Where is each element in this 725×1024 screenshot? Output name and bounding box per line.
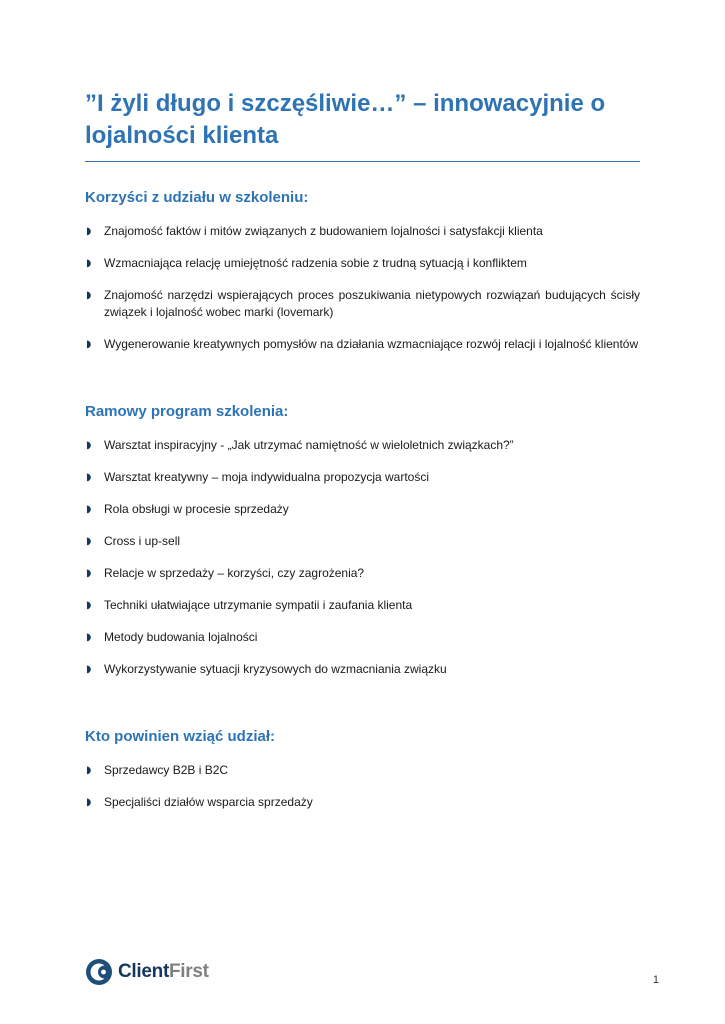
logo-text-first: First [168, 961, 209, 982]
list-item [85, 794, 640, 811]
list-item [85, 287, 640, 321]
clientfirst-logo [85, 958, 209, 986]
list-item [85, 223, 640, 240]
sections [85, 189, 640, 811]
bullet-list [85, 437, 640, 678]
crescent-bullet-icon: ◗ [86, 290, 92, 302]
crescent-bullet-icon: ◗ [86, 536, 92, 548]
list-item [85, 437, 640, 454]
bullet-list [85, 223, 640, 353]
clientfirst-logo-icon [85, 958, 113, 986]
list-item [85, 565, 640, 582]
crescent-bullet-icon: ◗ [86, 600, 92, 612]
crescent-bullet-icon: ◗ [86, 797, 92, 809]
crescent-bullet-icon: ◗ [86, 472, 92, 484]
list-item [85, 661, 640, 678]
crescent-bullet-icon: ◗ [86, 765, 92, 777]
list-item-text: Warsztat kreatywny – moja indywidualna propozycja wartości [104, 470, 430, 485]
list-item-text: Techniki ułatwiające utrzymanie sympatii i zaufania klienta [104, 598, 413, 613]
crescent-bullet-icon: ◗ [86, 339, 92, 351]
page-footer [85, 958, 659, 986]
section-heading: Ramowy program szkolenia: [85, 403, 289, 421]
list-item-text: Warsztat inspiracyjny - „Jak utrzymać namiętność w wieloletnich związkach?” [104, 438, 514, 453]
crescent-bullet-icon: ◗ [86, 226, 92, 238]
crescent-bullet-icon: ◗ [86, 632, 92, 644]
section-heading: Kto powinien wziąć udział: [85, 728, 276, 746]
list-item [85, 597, 640, 614]
list-item-text: Rola obsługi w procesie sprzedaży [104, 502, 289, 517]
list-item-text: Wykorzystywanie sytuacji kryzysowych do wzmacniania związku [104, 662, 447, 677]
section-1 [85, 189, 640, 353]
list-item [85, 469, 640, 486]
list-item-text: Znajomość faktów i mitów związanych z budowaniem lojalności i satysfakcji klienta [104, 224, 543, 239]
list-item [85, 501, 640, 518]
list-item-text: Specjaliści działów wsparcia sprzedaży [104, 795, 313, 810]
bullet-list [85, 762, 640, 811]
crescent-bullet-icon: ◗ [86, 258, 92, 270]
logo-text [118, 961, 209, 983]
list-item [85, 255, 640, 272]
list-item-text: Relacje w sprzedaży – korzyści, czy zagrożenia? [104, 566, 365, 581]
list-item [85, 533, 640, 550]
page-number: 1 [652, 974, 659, 986]
list-item-text: Cross i up-sell [104, 534, 181, 549]
list-item-text: Sprzedawcy B2B i B2C [104, 763, 229, 778]
logo-text-client: Client [118, 961, 169, 982]
list-item-text: Metody budowania lojalności [104, 630, 258, 645]
crescent-bullet-icon: ◗ [86, 504, 92, 516]
crescent-bullet-icon: ◗ [86, 664, 92, 676]
section-2 [85, 403, 640, 678]
list-item [85, 762, 640, 779]
section-3 [85, 728, 640, 811]
section-heading: Korzyści z udziału w szkoleniu: [85, 189, 309, 207]
list-item-text: Znajomość narzędzi wspierających proces poszukiwania nietypowych rozwiązań budujących ścisły związek i lojalność wobec marki (lovemark) [104, 288, 640, 320]
list-item [85, 336, 640, 353]
crescent-bullet-icon: ◗ [86, 440, 92, 452]
list-item-text: Wzmacniająca relację umiejętność radzenia sobie z trudną sytuacją i konfliktem [104, 256, 527, 271]
crescent-bullet-icon: ◗ [86, 568, 92, 580]
list-item [85, 629, 640, 646]
list-item-text: Wygenerowanie kreatywnych pomysłów na działania wzmacniające rozwój relacji i lojalność klientów [104, 337, 639, 352]
page-title: ”I żyli długo i szczęśliwie…” – innowacyjnie o lojalności klienta [85, 88, 640, 162]
